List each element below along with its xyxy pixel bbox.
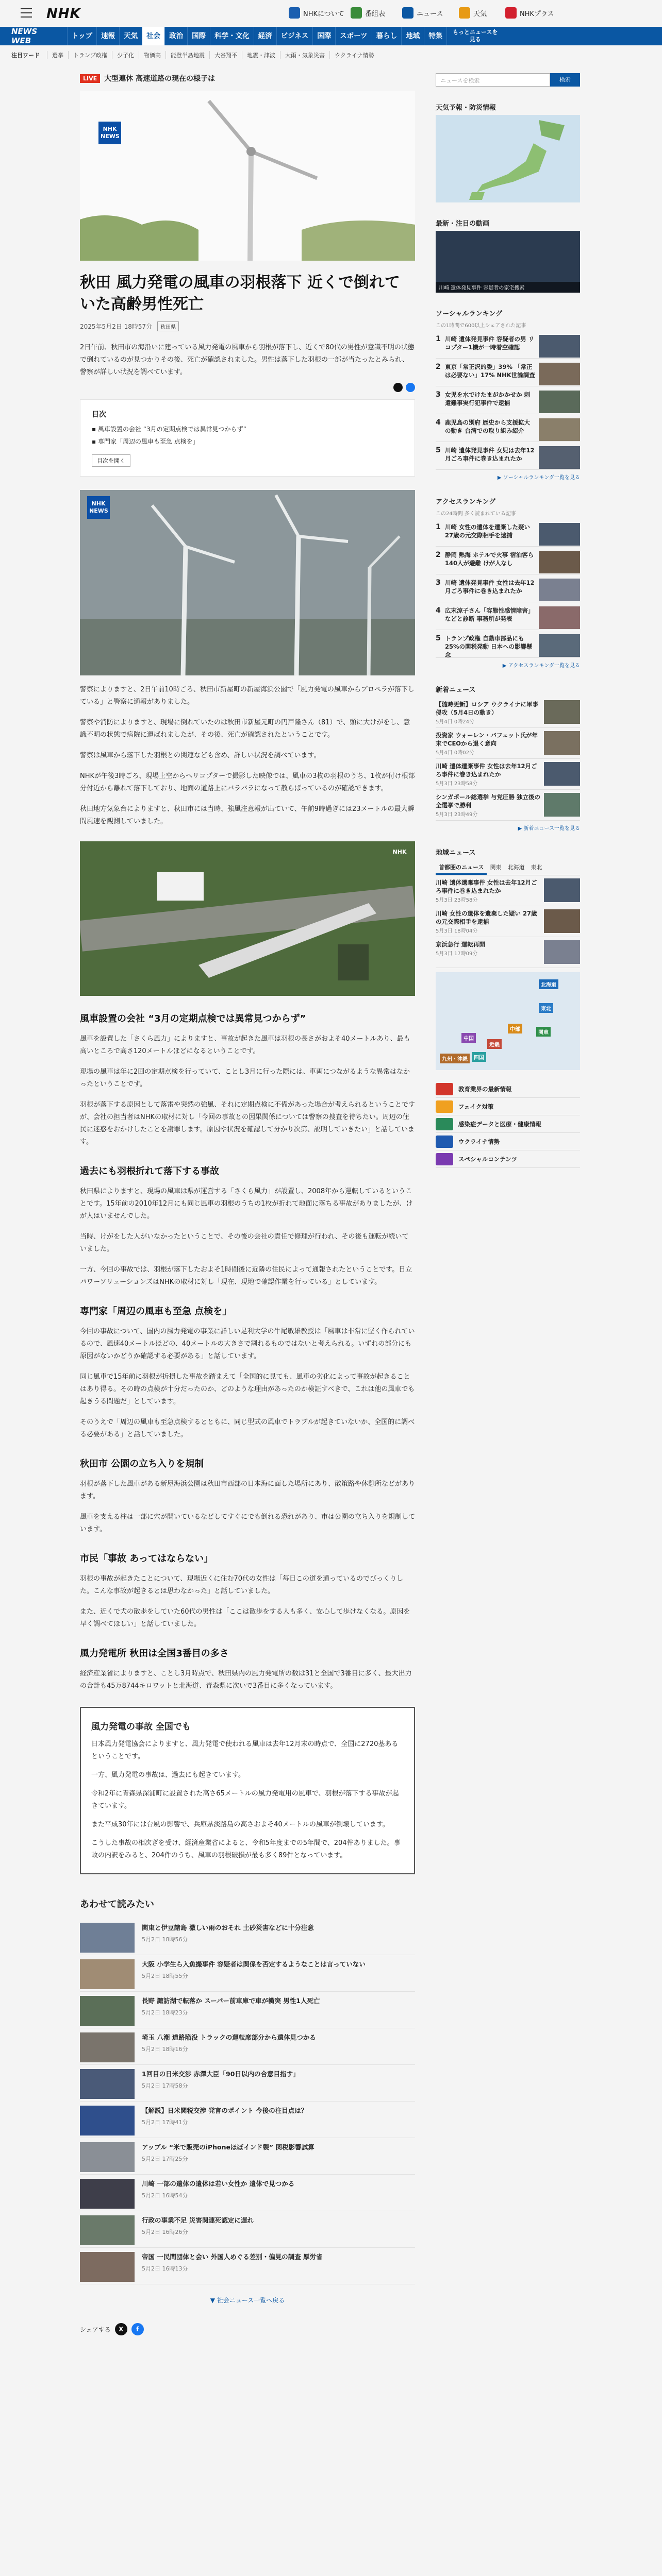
facebook-share-icon[interactable] bbox=[406, 383, 415, 392]
paragraph: 警察は風車から落下した羽根との関連なども含め、詳しい状況を調べています。 bbox=[80, 752, 321, 759]
nav-item-global[interactable]: 国際 bbox=[312, 27, 335, 45]
thumbnail bbox=[80, 1959, 135, 1989]
info-box bbox=[80, 1707, 415, 1874]
access-note: この24時間 多く読まれている記事 bbox=[436, 511, 516, 517]
nhk-news-logo: NHK NEWS bbox=[87, 496, 110, 519]
region-tag[interactable]: 秋田県 bbox=[157, 321, 179, 331]
nav-item-science[interactable]: 科学・文化 bbox=[210, 27, 254, 45]
x-share-icon[interactable] bbox=[393, 383, 403, 392]
service-weather[interactable]: 天気 bbox=[459, 7, 487, 19]
trending-words bbox=[0, 48, 662, 62]
thumbnail bbox=[80, 2106, 135, 2136]
ranking-item[interactable]: 5 川崎 遺体発見事件 女児は去年12月ごろ事件に巻き込まれたか bbox=[436, 442, 580, 470]
info-box-heading: 風力発電の事故 全国でも bbox=[91, 1722, 191, 1732]
share-label: シェアする bbox=[80, 2326, 111, 2333]
share-icons-top bbox=[80, 383, 415, 392]
paragraph: 一方、今回の事故では、羽根が落下したおよそ1時間後に近隣の住民によって通報されたということです。日立パワーソリューションズはNHKの取材に対し「現在、現地で確認作業を行っている」としています。 bbox=[80, 1266, 412, 1286]
nav-item-life[interactable]: 暮らし bbox=[372, 27, 402, 45]
related-articles bbox=[80, 1897, 415, 2304]
turbines-aerial-photo bbox=[80, 490, 415, 675]
thumbnail bbox=[539, 634, 580, 657]
japan-weather-map bbox=[436, 115, 580, 202]
video-caption: 川崎 遺体発見事件 容疑者の家宅捜索 bbox=[436, 282, 580, 293]
nav-item-breaking[interactable]: 速報 bbox=[96, 27, 119, 45]
banner-icon bbox=[436, 1100, 453, 1113]
facebook-share-icon[interactable]: f bbox=[131, 2323, 144, 2335]
banner-icon bbox=[436, 1118, 453, 1130]
paragraph: 警察や消防によりますと、現場に倒れていたのは秋田市新屋元町の円戸隆さん（81）で、頭に大けがをし、意識不明の状態で病院に運ばれましたが、その後、死亡が確認されたということです。 bbox=[80, 719, 410, 739]
thumbnail bbox=[80, 1996, 135, 2026]
section-heading: 秋田市 公園の立ち入りを規制 bbox=[80, 1459, 204, 1469]
paragraph: 令和2年に青森県深浦町に設置された高さ65メートルの風力発電用の風車で、羽根が落下する事故が起きています。 bbox=[91, 1790, 399, 1810]
paragraph: 秋田地方気象台によりますと、秋田市には当時、強風注意報が出ていて、午前9時過ぎには23メートルの最大瞬間風速を観測していました。 bbox=[80, 805, 415, 825]
banner-icon bbox=[436, 1136, 453, 1148]
news-item[interactable]: 川崎 遺体遺棄事件 女性は去年12月ごろ事件に巻き込まれたか 5月3日 23時58分 bbox=[436, 875, 580, 906]
related-item[interactable]: 大阪 小学生ら入魚撮事件 容疑者は関係を否定するようなことは言っていない 5月2日 18時55分 bbox=[80, 1955, 415, 1992]
live-banner[interactable] bbox=[80, 73, 415, 83]
region-tohoku[interactable]: 東北 bbox=[539, 1003, 553, 1013]
article-title: 秋田 風力発電の風車の羽根落下 近くで倒れていた高齢男性死亡 bbox=[80, 274, 400, 313]
nhk-icon bbox=[289, 7, 300, 19]
fallen-blade-image bbox=[80, 841, 415, 996]
trending-label: 注目ワード bbox=[11, 52, 40, 59]
weather-icon bbox=[459, 7, 470, 19]
toc-item[interactable]: ▪ 風車設置の会社 “3月の定期点検では異常見つからず” bbox=[92, 426, 246, 433]
trending-item[interactable]: トランプ政権 bbox=[68, 51, 112, 59]
nav-item-society[interactable]: 社会 bbox=[142, 27, 164, 45]
banner-link[interactable]: フェイク対策 bbox=[436, 1098, 580, 1115]
access-ranking-more-link[interactable]: ▶ アクセスランキング一覧を見る bbox=[502, 663, 580, 669]
nhk-watermark: NHK bbox=[392, 849, 407, 855]
social-ranking-heading: ソーシャルランキング bbox=[436, 310, 503, 318]
thumbnail bbox=[539, 363, 580, 385]
news-item[interactable]: 川崎 女性の遺体を遺棄した疑い 27歳の元交際相手を逮捕 5月3日 18時04分 bbox=[436, 906, 580, 937]
news-item[interactable]: 川崎 遺体遺棄事件 女性は去年12月ごろ事件に巻き込まれたか 5月3日 23時58分 bbox=[436, 759, 580, 790]
paragraph: 日本風力発電協会によりますと、風力発電で使われる風車は去年12月末の時点で、全国に2720基あるということです。 bbox=[91, 1740, 399, 1760]
access-ranking-heading: アクセスランキング bbox=[436, 498, 496, 506]
region-map bbox=[436, 972, 580, 1070]
paragraph: 警察によりますと、2日午前10時ごろ、秋田市新屋町の新屋海浜公園で「風力発電の風車からプロペラが落下している」と警察に通報がありました。 bbox=[80, 686, 415, 706]
thumbnail bbox=[80, 2069, 135, 2099]
ranking-item[interactable]: 4 広末涼子さん「容態性感情障害」などと診断 事務所が発表 bbox=[436, 602, 580, 630]
section-heading: 過去にも羽根折れて落下する事故 bbox=[80, 1166, 219, 1177]
banner-link[interactable]: 教育業界の最新情報 bbox=[436, 1080, 580, 1098]
trending-item[interactable]: 大谷翔平 bbox=[209, 51, 242, 59]
tab-tohoku[interactable]: 東北 bbox=[531, 864, 542, 871]
thumbnail bbox=[544, 940, 580, 964]
region-shikoku[interactable]: 四国 bbox=[472, 1052, 486, 1062]
paragraph: 経済産業省によりますと、ことし3月時点で、秋田県内の風力発電所の数は31と全国で3番目に多く、最大出力の合計も45万8744キロワットと北海道、青森県に次いで3番目に多くなっています。 bbox=[80, 1670, 412, 1690]
paragraph: また平成30年には台風の影響で、兵庫県淡路島の高さおよそ40メートルの風車が倒壊しています。 bbox=[91, 1821, 389, 1828]
nav-item-international[interactable]: 国際 bbox=[187, 27, 210, 45]
nav-item-economy[interactable]: 経済 bbox=[254, 27, 276, 45]
paragraph: 羽根が落下した風車がある新屋海浜公園は秋田市西部の日本海に面した場所にあり、散策路や休憩所などがあります。 bbox=[80, 1480, 416, 1500]
local-tabs bbox=[436, 861, 580, 875]
paragraph: 現場の風車は年に2回の定期点検を行っていて、ことし3月に行った際には、車両につながるような異常はなかったということです。 bbox=[80, 1068, 410, 1088]
toc-open-button[interactable]: 目次を開く bbox=[92, 454, 130, 467]
thumbnail bbox=[544, 909, 580, 933]
paragraph: 風車を設置した「さくら風力」によりますと、事故が起きた風車は羽根の長さがおよそ40メートルあり、最も高いところで高さ120メートルほどになるということです。 bbox=[80, 1035, 410, 1055]
service-schedule[interactable]: 番組表 bbox=[351, 7, 385, 19]
trending-item[interactable]: 地震・津波 bbox=[242, 51, 280, 59]
region-chubu[interactable]: 中部 bbox=[508, 1024, 522, 1033]
article-main bbox=[80, 73, 415, 2335]
thumbnail bbox=[544, 793, 580, 817]
ranking-item[interactable]: 4 鹿児島の別府 歴史から支援拡大の動き 台湾での取り組み紹介 bbox=[436, 414, 580, 442]
nhk-news-logo: NHK NEWS bbox=[98, 122, 121, 144]
schedule-icon bbox=[351, 7, 362, 19]
banner-link[interactable]: ウクライナ情勢 bbox=[436, 1133, 580, 1150]
live-title: 大型連休 高速道路の現在の様子は bbox=[104, 75, 216, 83]
featured-video[interactable] bbox=[436, 231, 580, 293]
search-box bbox=[436, 73, 580, 87]
nav-item-politics[interactable]: 政治 bbox=[164, 27, 187, 45]
search-input[interactable]: ニュースを検索 bbox=[436, 73, 550, 87]
ranking-item[interactable]: 1 川崎 女性の遺体を遺棄した疑い 27歳の元交際相手を逮捕 bbox=[436, 519, 580, 547]
thumbnail bbox=[539, 523, 580, 546]
nav-item-sports[interactable]: スポーツ bbox=[335, 27, 371, 45]
nav-item-local[interactable]: 地域 bbox=[401, 27, 424, 45]
weather-map[interactable] bbox=[436, 115, 580, 202]
related-item[interactable]: 【解説】日米関税交渉 発言のポイント 今後の注目点は？ 5月2日 17時41分 bbox=[80, 2102, 415, 2138]
news-item[interactable]: 【随時更新】ロシア ウクライナに軍事侵攻（5月4日の動き） 5月4日 0時24分 bbox=[436, 697, 580, 728]
banner-list bbox=[436, 1080, 580, 1168]
ranking-item[interactable]: 2 静岡 熱海 ホテルで火事 宿泊客ら140人が避難 けが人なし bbox=[436, 547, 580, 574]
trending-item[interactable]: ウクライナ情勢 bbox=[329, 51, 379, 59]
trending-item[interactable]: 大雨・気象災害 bbox=[280, 51, 329, 59]
paragraph: そのうえで「周辺の風車も至急点検するとともに、同じ型式の風車でトラブルが起きていないか、全国的に調べる必要がある」と話していました。 bbox=[80, 1418, 415, 1438]
thumbnail bbox=[544, 762, 580, 786]
thumbnail bbox=[80, 2252, 135, 2282]
article-lead: 2日午前、秋田市の海沿いに建っている風力発電の風車から羽根が落下し、近くで80代の男性が意識不明の状態で倒れているのが見つかりその後、死亡が確認されました。男性は落下した羽根の一部が当たったとみられ、警察が詳しい状況を調べています。 bbox=[80, 344, 415, 376]
news-web-brand[interactable]: NEWS WEB bbox=[11, 27, 38, 45]
paragraph: 秋田県によりますと、現場の風車は県が運営する「さくら風力」が設置し、2008年から運転しているということです。15年前の2010年12月にも同じ風車の羽根のうちの1枚が折れて地面に落ちる事故がありましたが、けが人はいませんでした。 bbox=[80, 1188, 413, 1220]
region-kanto[interactable]: 関東 bbox=[536, 1027, 551, 1037]
new-news-heading: 新着ニュース bbox=[436, 686, 476, 694]
nhk-logo[interactable]: NHK bbox=[46, 6, 81, 22]
weather-heading: 天気予報・防災情報 bbox=[436, 104, 496, 112]
thumbnail bbox=[544, 700, 580, 724]
paragraph: 羽根の事故が起きたことについて、現場近くに住む70代の女性は「毎日この道を通っているのでびっくりした。こんな事故が起きるとは思わなかった」と話していました。 bbox=[80, 1575, 404, 1595]
related-heading: あわせて読みたい bbox=[80, 1899, 154, 1910]
article-date bbox=[80, 321, 415, 331]
trending-item[interactable]: 能登半島地震 bbox=[166, 51, 209, 59]
banner-link[interactable]: 感染症データと医療・健康情報 bbox=[436, 1115, 580, 1133]
ranking-item[interactable]: 3 女児を水でけたまがかかせか 刺遣難事実行犯事件で逮捕 bbox=[436, 386, 580, 414]
region-hokkaido[interactable]: 北海道 bbox=[539, 979, 558, 989]
ranking-item[interactable]: 5 トランプ政権 自動車部品にも25%の関税発動 日本への影響懸念 bbox=[436, 630, 580, 658]
social-note: この1時間で600以上シェアされた記事 bbox=[436, 323, 526, 329]
related-item[interactable]: 1回目の日米交渉 赤澤大臣「90日以内の合意目指す」 5月2日 17時58分 bbox=[80, 2065, 415, 2102]
tab-hokkaido[interactable]: 北海道 bbox=[507, 864, 525, 871]
new-news-more-link[interactable]: ▶ 新着ニュース一覧を見る bbox=[518, 826, 580, 832]
related-item[interactable]: アップル “米で販売のiPhoneほぼインド製” 関税影響試算 5月2日 17時25分 bbox=[80, 2138, 415, 2175]
service-nhkplus[interactable]: NHKプラス bbox=[505, 7, 554, 19]
nav-item-more[interactable]: もっとニュースを見る bbox=[446, 27, 503, 45]
thumbnail bbox=[80, 2142, 135, 2172]
tab-kanto[interactable]: 関東 bbox=[490, 864, 502, 871]
thumbnail bbox=[80, 2032, 135, 2062]
search-button[interactable]: 検索 bbox=[550, 73, 580, 87]
live-badge: LIVE bbox=[80, 74, 100, 83]
nav-item-special[interactable]: 特集 bbox=[424, 27, 446, 45]
related-item[interactable]: 長野 諏訪湖で転落か スーパー前車庫で車が衝突 男性1人死亡 5月2日 18時23分 bbox=[80, 1992, 415, 2028]
news-icon bbox=[402, 7, 413, 19]
thumbnail bbox=[539, 335, 580, 358]
section-heading: 風力発電所 秋田は全国3番目の多さ bbox=[80, 1648, 229, 1659]
ranking-item[interactable]: 3 川崎 遺体発見事件 女性は去年12月ごろ事件に巻き込まれたか bbox=[436, 574, 580, 602]
region-chugoku[interactable]: 中国 bbox=[461, 1033, 476, 1043]
toc-item[interactable]: ▪ 専門家「周辺の風車も至急 点検を」 bbox=[92, 438, 199, 445]
top-bar bbox=[0, 0, 662, 27]
paragraph: こうした事故の相次ぎを受け、経済産業省によると、令和5年度までの5年間で、204件ありました。事故の内訳をみると、204件のうち、風車の羽根破損が最も多く89件となっています。 bbox=[91, 1839, 401, 1859]
thumbnail bbox=[80, 2215, 135, 2245]
service-nhk-about[interactable]: NHKについて bbox=[289, 7, 344, 19]
publish-date: 2025年5月2日 18時57分 bbox=[80, 323, 153, 330]
banner-icon bbox=[436, 1153, 453, 1165]
related-item[interactable]: 川崎 一部の遺体の遺体は若い女性か 遺体で見つかる 5月2日 16時54分 bbox=[80, 2175, 415, 2211]
ranking-item[interactable]: 1 川崎 遺体発見事件 容疑者の男 リコプター1機が一時着空確認 bbox=[436, 331, 580, 359]
table-of-contents bbox=[80, 399, 415, 477]
thumbnail bbox=[539, 391, 580, 413]
main-nav bbox=[0, 27, 662, 45]
tab-shutoken[interactable]: 首都圏のニュース bbox=[436, 861, 487, 875]
paragraph: 同じ風車で15年前に羽根が折損した事故を踏まえて「全国的に見ても、風車の劣化によって事故が起きることはあり得る。その時の点検が十分だったのか、どのような理由があったのか検証すべきで、これは他の風車でも起きうる問題だ」としています。 bbox=[80, 1373, 415, 1405]
trending-item[interactable]: 物価高 bbox=[139, 51, 166, 59]
section-heading: 市民「事故 あってはならない」 bbox=[80, 1553, 213, 1564]
paragraph: 一方、風力発電の事故は、過去にも起きています。 bbox=[91, 1771, 245, 1779]
thumbnail bbox=[80, 1923, 135, 1953]
section-heading: 風車設置の会社 “3月の定期点検では異常見つからず” bbox=[80, 1013, 306, 1024]
related-item[interactable]: 帝国 一民間団体と会い 外国人めぐる差別・偏見の調査 厚労省 5月2日 16時13分 bbox=[80, 2248, 415, 2284]
nhkplus-icon bbox=[505, 7, 517, 19]
banner-link[interactable]: スペシャルコンテンツ bbox=[436, 1150, 580, 1168]
news-item[interactable]: 投資家 ウォーレン・バフェット氏が年末でCEOから退く意向 5月4日 0時02分 bbox=[436, 728, 580, 759]
x-share-icon[interactable]: X bbox=[115, 2323, 127, 2335]
video-heading: 最新・注目の動画 bbox=[436, 220, 490, 228]
paragraph: 当時、けがをした人がいなかったということで、その後の会社の責任で修理が行われ、その後も運転が続いていました。 bbox=[80, 1233, 409, 1253]
thumbnail bbox=[539, 551, 580, 573]
nav-item-top[interactable]: トップ bbox=[67, 27, 96, 45]
local-news-heading: 地域ニュース bbox=[436, 849, 476, 857]
paragraph: 羽根が落下する原因として落雷や突然の強風、それに定期点検に不備があった場合が考えられるということですが、会社の担当者はNHKの取材に対し「今回の事故との因果関係については警察の捜査を待ちたい。周辺の住民に迷惑をおかけしたことを謝罪します。原因や状況を確認して分かり次第、説明していきたい」と話しています。 bbox=[80, 1101, 415, 1146]
aerial-turbines-image bbox=[80, 490, 415, 675]
banner-icon bbox=[436, 1083, 453, 1095]
news-item[interactable]: 京浜急行 運転再開 5月3日 17時09分 bbox=[436, 937, 580, 968]
region-kinki[interactable]: 近畿 bbox=[487, 1039, 502, 1049]
trending-item[interactable]: 少子化 bbox=[112, 51, 139, 59]
paragraph: また、近くで犬の散歩をしていた60代の男性は「ここは散歩をする人も多く、安心して歩けなくなる。原因を早く調べてほしい」と話していました。 bbox=[80, 1608, 410, 1628]
service-news[interactable]: ニュース bbox=[402, 7, 443, 19]
thumbnail bbox=[539, 606, 580, 629]
trending-item[interactable]: 選挙 bbox=[47, 51, 68, 59]
nav-item-weather[interactable]: 天気 bbox=[119, 27, 142, 45]
thumbnail bbox=[539, 446, 580, 469]
thumbnail bbox=[544, 878, 580, 902]
thumbnail bbox=[539, 579, 580, 601]
paragraph: 今回の事故について、国内の風力発電の事業に詳しい足利大学の牛尾敏雄教授は「風車は非常に堅く作られているので、風速40メートルほどの、40メートルの大きさで割れるものではないと考えられる。いずれの部分にも原因がないかどうか確認する必要がある」と話しています。 bbox=[80, 1328, 415, 1360]
paragraph: 風車を支える柱は一部に穴が開いているなどしてすぐにでも倒れる恐れがあり、市は公園の立ち入りを規制しています。 bbox=[80, 1513, 416, 1533]
related-item[interactable]: 関東と伊豆諸島 激しい雨のおそれ 土砂災害などに十分注意 5月2日 18時56分 bbox=[80, 1919, 415, 1955]
ranking-item[interactable]: 2 東京「常正沢的委」39% 「常正は必要ない」17% NHK世論調査 bbox=[436, 359, 580, 386]
hamburger-menu-icon[interactable] bbox=[21, 8, 32, 18]
section-heading: 専門家「周辺の風車も至急 点検を」 bbox=[80, 1306, 232, 1317]
news-item[interactable]: シンガポール総選挙 与党圧勝 独立後の全選挙で勝利 5月3日 23時49分 bbox=[436, 790, 580, 821]
paragraph: NHKが午後3時ごろ、現場上空からヘリコプターで撮影した映像では、風車の3枚の羽根のうち、1枚が付け根部分付近から離れて落下しており、地面の道路上にバラバラになって散らばっているのが確認できます。 bbox=[80, 772, 415, 792]
hero-image bbox=[80, 91, 415, 261]
region-kyushu[interactable]: 九州・沖縄 bbox=[440, 1054, 470, 1063]
wind-turbine-image bbox=[80, 91, 415, 261]
social-ranking-more-link[interactable]: ▶ ソーシャルランキング一覧を見る bbox=[497, 475, 580, 481]
thumbnail bbox=[80, 2179, 135, 2209]
sidebar bbox=[436, 73, 580, 1168]
related-item[interactable]: 埼玉 八潮 道路陥没 トラックの運転席部分から遺体見つかる 5月2日 18時16分 bbox=[80, 2028, 415, 2065]
toc-heading: 目次 bbox=[92, 411, 106, 419]
thumbnail bbox=[539, 418, 580, 441]
share-bar bbox=[80, 2323, 415, 2335]
related-item[interactable]: 行政の事業不足 災害関連死認定に遅れ 5月2日 16時26分 bbox=[80, 2211, 415, 2248]
back-to-list-link[interactable]: ▼ 社会ニュース一覧へ戻る bbox=[210, 2297, 285, 2304]
fallen-blade-photo bbox=[80, 841, 415, 996]
nav-item-business[interactable]: ビジネス bbox=[276, 27, 313, 45]
thumbnail bbox=[544, 731, 580, 755]
